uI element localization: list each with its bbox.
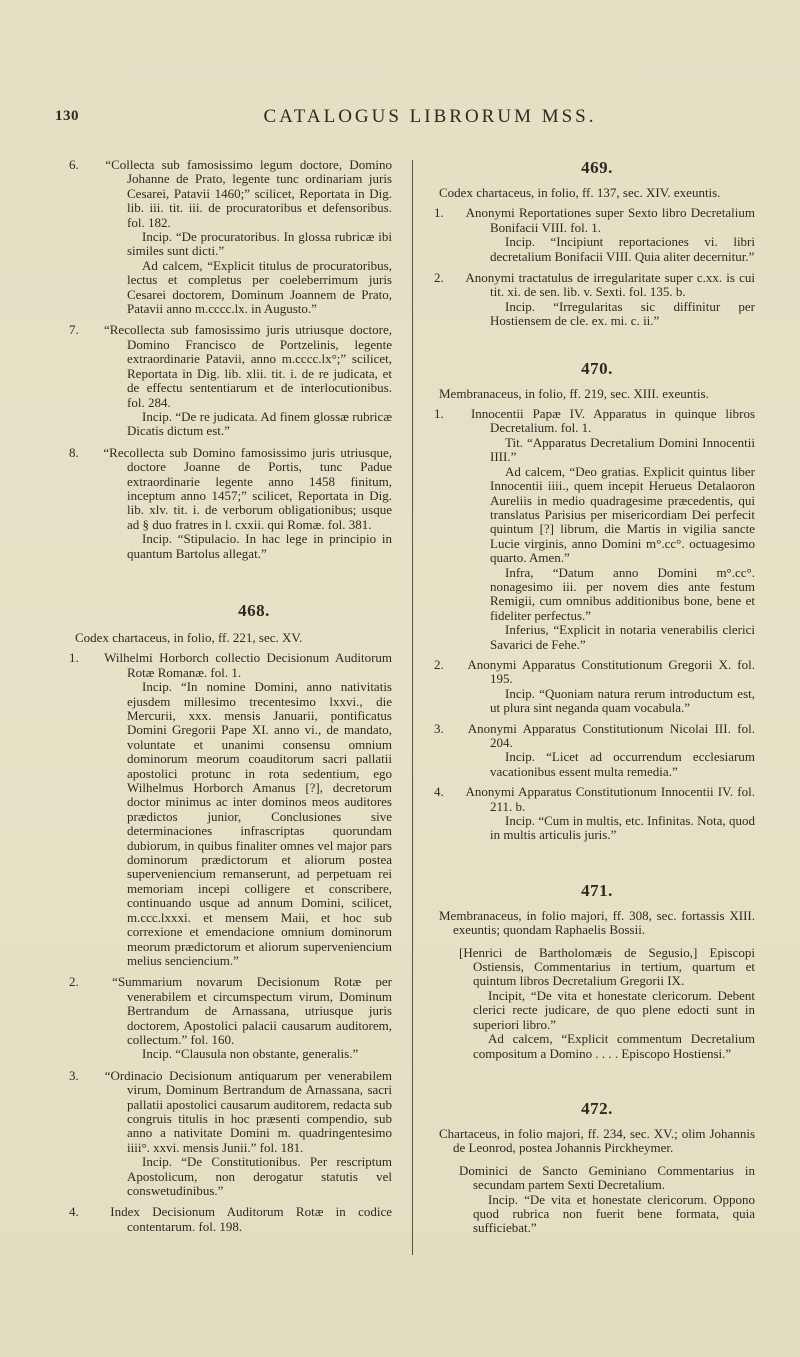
item-title: 2. Anonymi tractatulus de irregularitate super c.xx. is cui tit. xi. de sen. lib. v. Sexti. fol. 135. b. xyxy=(434,270,755,300)
paragraph-text: Incip. “In nomine Domini, anno nativitatis ejusdem millesimo trecentesimo lxxvi., die Mercurii, xxx. mensis Januarii, pontificatus Domini Gregorii Pape XI. anno vi., de mandato, voluntate et unanimi consensu omnium dominorum meorum coauditorum sacri pallatii apostolici protunc in rota sedentium, ego Wilhelmus Horborch Amanus [?], decretorum doctor minimus ac inter dominos meos auditores prædictos junior, Conclusiones sive determinaciones infrascriptas quorundam dubiorum, in quibus finaliter omnes vel major pars dominorum prædictorum et aliorum postea superveniencium remanserunt, ad perpetuam rei memoriam incepi colligere et conscribere, continuando usque ad annum Domini, scilicet, m.ccc.lxxxi. et mensem Maii, et hoc sub correxione et emendacione omnium dominorum meorum prædictorum et aliorum superveniencium melius senciencium.” xyxy=(127,679,392,968)
item-note xyxy=(127,410,392,439)
paragraph-text: Innocentii Papæ IV. Apparatus in quinque libros Decretalium. fol. 1. xyxy=(470,406,756,436)
entry-number-heading: 470. xyxy=(581,358,613,378)
paragraph-text: Incip. “De vita et honestate clericorum. Oppono quod rubrica non fuerit bene formata, quia sufficiebat.” xyxy=(473,1191,755,1236)
paragraph-text: Anonymi Apparatus Constitutionum Innocentii IV. fol. 211. b. xyxy=(465,784,755,814)
item-note xyxy=(490,566,755,624)
description-text: Codex chartaceus, in folio, ff. 137, sec. XIV. exeuntis. xyxy=(439,185,721,200)
catalogue-item xyxy=(434,720,755,780)
paragraph-text: “Summarium novarum Decisionum Rotæ per venerabilem et circumspectum virum, Dominum Bertrandum de Arnassana, utriusque juris doctorem, Apostolici palacii causarum auditorem, collectum.” fol. 160. xyxy=(112,974,392,1047)
entry-number-heading: 468. xyxy=(238,600,270,620)
item-note xyxy=(490,235,755,264)
paragraph-text: Incip. “Cum in multis, etc. Infinitas. Nota, quod in multis articulis juris.” xyxy=(490,813,755,843)
item-note xyxy=(490,750,755,779)
paragraph-text: Anonymi Apparatus Constitutionum Nicolai III. fol. 204. xyxy=(467,720,755,750)
catalogue-item xyxy=(69,1067,393,1199)
description-text: Membranaceus, in folio, ff. 219, sec. XIII. exeuntis. xyxy=(439,385,709,401)
item-title: 3. Anonymi Apparatus Constitutionum Nicolai III. fol. 204. xyxy=(434,720,755,750)
entry-number-heading: 472. xyxy=(581,1098,613,1118)
paragraph-text: “Recollecta sub Domino famosissimo juris utriusque, doctore Joanne de Portis, tunc Padue extraordinarie legente anno 1458 finitum, inceptum anno 1457;” scilicet, Reportata in Dig. lib. xlv. tit. i. de verborum obligationibus; usque ad § duo fratres in l. cxxii. qui Romæ. fol. 381. xyxy=(103,444,393,532)
item-note xyxy=(127,532,392,561)
running-title: CATALOGUS LIBRORUM MSS. xyxy=(263,106,597,127)
paragraph-text: “Collecta sub famosissimo legum doctore, Domino Johanne de Prato, legente tunc ordinariam juris Cesarei, Patavii 1460;” scilicet, Reportata in Dig. lib. iii. tit. iii. de procuratoribus et defensoribus. fol. 182. xyxy=(105,157,392,230)
paragraph-text: Anonymi Reportationes super Sexto libro Decretalium Bonifacii VIII. fol. 1. xyxy=(465,205,755,235)
paragraph-text: Ad calcem, “Deo gratias. Explicit quintus liber Innocentii iiii., quem incepit Herueus Detalaoron Aureliis in medio quadragesime præcedentis, qui translatus Parisius per misericordiam Dei perfecit quintum [?] librum, die Martis in vigilia sancte Lucie virginis, anno Domini m°.cc°. octuagesimo quarto. Amen.” xyxy=(490,463,755,566)
item-title: 4. Index Decisionum Auditorum Rotæ in codice contentarum. fol. 198. xyxy=(69,1204,392,1234)
item-note xyxy=(490,623,755,652)
catalogue-item xyxy=(69,650,393,968)
item-title: 1. Wilhelmi Horborch collectio Decisionum Auditorum Rotæ Romanæ. fol. 1. xyxy=(69,650,393,680)
paragraph-text: Incip. “De re judicata. Ad finem glossæ rubricæ Dicatis dictum est.” xyxy=(127,408,392,439)
item-note xyxy=(490,465,755,566)
paragraph-text: Tit. “Apparatus Decretalium Domini Innocentii IIII.” xyxy=(490,434,755,465)
catalogue-item xyxy=(69,322,393,439)
catalogue-item xyxy=(434,205,755,264)
item-note xyxy=(127,1155,392,1198)
catalogue-item xyxy=(69,974,392,1062)
paragraph-text: Ad calcem, “Explicit commentum Decretalium compositum a Domino . . . . Episcopo Hostiensi.” xyxy=(473,1031,755,1061)
codex-description xyxy=(439,185,755,200)
paragraph-text: Incip. “Incipiunt reportaciones vi. libri decretalium Bonifacii VIII. Quia aliter decernitur.” xyxy=(490,234,755,264)
item-note xyxy=(473,1032,755,1061)
paragraph-text: Ad calcem, “Explicit titulus de procuratoribus, lectus et completus per coeleberrimum juris Cesarei doctorem, Dominum Joannem de Prato, Patavii anno m.cccc.lx. in Augusto.” xyxy=(127,257,392,317)
paragraph-text: Incip. “De procuratoribus. In glossa rubricæ ibi similes sunt dicti.” xyxy=(127,229,392,259)
paragraph-text: Incip. “Stipulacio. In hac lege in principio in quantum Bartolus allegat.” xyxy=(127,531,392,561)
right-column xyxy=(434,158,756,1236)
item-note xyxy=(490,687,755,716)
catalogue-item xyxy=(69,1204,392,1234)
paragraph-text: Inferius, “Explicit in notaria venerabilis clerici Savarici de Fehe.” xyxy=(490,622,755,652)
item-title: 6. “Collecta sub famosissimo legum doctore, Domino Johanne de Prato, legente tunc ordinariam juris Cesarei, Patavii 1460;” scilicet, Reportata in Dig. lib. iii. tit. iii. de procuratoribus et defensoribus. fol. 182. xyxy=(69,157,392,230)
paragraph-text: Infra, “Datum anno Domini m°.cc°. nonagesimo iii. per novem dies ante festum Remigii, cum omnibus additionibus bone, bene et fideliter perfectus.” xyxy=(490,564,755,623)
item-title: 8. “Recollecta sub Domino famosissimo juris utriusque, doctore Joanne de Portis, tunc Padue extraordinarie legente anno 1458 finitum, inceptum anno 1457;” scilicet, Reportata in Dig. lib. xlv. tit. i. de verborum obligationibus; usque ad § duo fratres in l. cxxii. qui Romæ. fol. 381. xyxy=(69,444,393,532)
item-note xyxy=(127,259,392,317)
catalogue-item xyxy=(69,157,392,317)
item-title: 4. Anonymi Apparatus Constitutionum Innocentii IV. fol. 211. b. xyxy=(434,784,755,814)
item-note xyxy=(127,1047,392,1061)
paragraph-text: “Ordinacio Decisionum antiquarum per venerabilem virum, Dominum Bertrandum de Arnassana, sacri pallatii apostolici causarum auditorem, redacta sub congruis titulis in hoc præsenti compendio, sub anno a nativitate Domini m. quadringentesimo iiii°. xxvi. mensis Junii.” fol. 181. xyxy=(104,1067,393,1155)
codex-description xyxy=(439,385,755,401)
item-title: 3. “Ordinacio Decisionum antiquarum per venerabilem virum, Dominum Bertrandum de Arnassana, sacri pallatii apostolici causarum auditorem, redacta sub congruis titulis in hoc præsenti compendio, sub anno a nativitate Domini m. quadringentesimo iiii°. xxvi. mensis Junii.” fol. 181. xyxy=(69,1067,393,1155)
paragraph-text: Incip. “De Constitutionibus. Per rescriptum Apostolicum, non derogatur statutis vel conswetudinibus.” xyxy=(127,1154,392,1198)
entry-number-heading: 469. xyxy=(581,158,613,177)
paragraph-text: Index Decisionum Auditorum Rotæ in codice contentarum. fol. 198. xyxy=(110,1204,392,1234)
item-note xyxy=(490,300,755,329)
paragraph-text: Anonymi tractatulus de irregularitate super c.xx. is cui tit. xi. de sen. lib. v. Sexti. fol. 135. b. xyxy=(465,270,755,300)
paragraph-text: Wilhelmi Horborch collectio Decisionum Auditorum Rotæ Romanæ. fol. 1. xyxy=(104,650,393,680)
item-title: 2. “Summarium novarum Decisionum Rotæ per venerabilem et circumspectum virum, Dominum Bertrandum de Arnassana, utriusque juris doctorem, Apostolici palacii causarum auditorem, collectum.” fol. 160. xyxy=(69,974,392,1047)
catalogue-paragraph xyxy=(459,1162,755,1236)
paragraph-text: Incip. “Clausula non obstante, generalis.” xyxy=(142,1046,359,1062)
item-title: 7. “Recollecta sub famosissimo juris utriusque doctore, Domino Francisco de Portzelinis, legente extraordinarie Patavii, anno m.cccc.lx°;” scilicet, Reportata in Dig. lib. xlii. tit. i. de re judicata, et de effectu sententiarum et de interlocutionibus. fol. 284. xyxy=(69,322,393,410)
paragraph-text: Incip. “Licet ad occurrendum ecclesiarum vacationibus essent multa remedia.” xyxy=(490,749,755,779)
item-note xyxy=(490,814,755,843)
description-text: Membranaceus, in folio majori, ff. 308, sec. fortassis XIII. exeuntis; quondam Raphaelis Bossii. xyxy=(439,907,755,938)
left-column xyxy=(69,157,393,1234)
item-note xyxy=(490,436,755,465)
item-title xyxy=(459,944,755,989)
paragraph-text: [Henrici de Bartholomæis de Segusio,] Episcopi Ostiensis, Commentarius in tertium, quartum et quintum libros Decretalium Gregorii IX. xyxy=(459,944,755,989)
paragraph-text: Incip. “Irregularitas sic diffinitur per Hostiensem de cle. ex. mi. c. ii.” xyxy=(490,298,755,329)
item-title: 1. Innocentii Papæ IV. Apparatus in quinque libros Decretalium. fol. 1. xyxy=(434,406,756,436)
codex-description xyxy=(75,631,392,645)
codex-description xyxy=(439,1125,755,1156)
description-text: Codex chartaceus, in folio, ff. 221, sec. XV. xyxy=(75,629,303,645)
item-title: 1. Anonymi Reportationes super Sexto libro Decretalium Bonifacii VIII. fol. 1. xyxy=(434,205,755,235)
paragraph-text: Dominici de Sancto Geminiano Commentarius in secundam partem Sexti Decretalium. xyxy=(459,1162,755,1193)
catalogue-item xyxy=(434,656,755,716)
item-title: 2. Anonymi Apparatus Constitutionum Gregorii X. fol. 195. xyxy=(434,656,755,687)
item-title xyxy=(459,1162,755,1193)
catalogue-item xyxy=(434,406,756,652)
item-note xyxy=(127,230,392,259)
paragraph-text: Incipit, “De vita et honestate clericorum. Debent clerici recte judicare, de quo plene edocti sunt in superiori libro.” xyxy=(473,987,755,1032)
page-number: 130 xyxy=(55,108,79,124)
paragraph-text: Incip. “Quoniam natura rerum introductum est, ut plura sint neganda quam vocabula.” xyxy=(490,685,755,716)
catalogue-item xyxy=(434,270,755,329)
item-note xyxy=(473,989,755,1032)
entry-number-heading: 471. xyxy=(581,880,613,900)
item-note xyxy=(473,1193,755,1236)
codex-description xyxy=(439,907,755,938)
description-text: Chartaceus, in folio majori, ff. 234, sec. XV.; olim Johannis de Leonrod, postea Johannis Pirckheymer. xyxy=(439,1125,755,1156)
catalogue-paragraph xyxy=(459,944,755,1061)
catalogue-item xyxy=(434,784,755,843)
paragraph-text: “Recollecta sub famosissimo juris utriusque doctore, Domino Francisco de Portzelinis, legente extraordinarie Patavii, anno m.cccc.lx°;” scilicet, Reportata in Dig. lib. xlii. tit. i. de re judicata, et de effectu sententiarum et de interlocutionibus. fol. 284. xyxy=(103,322,393,410)
catalogue-item xyxy=(69,444,393,561)
item-note xyxy=(127,680,392,968)
column-divider xyxy=(412,160,413,1255)
paragraph-text: Anonymi Apparatus Constitutionum Gregorii X. fol. 195. xyxy=(467,656,755,687)
